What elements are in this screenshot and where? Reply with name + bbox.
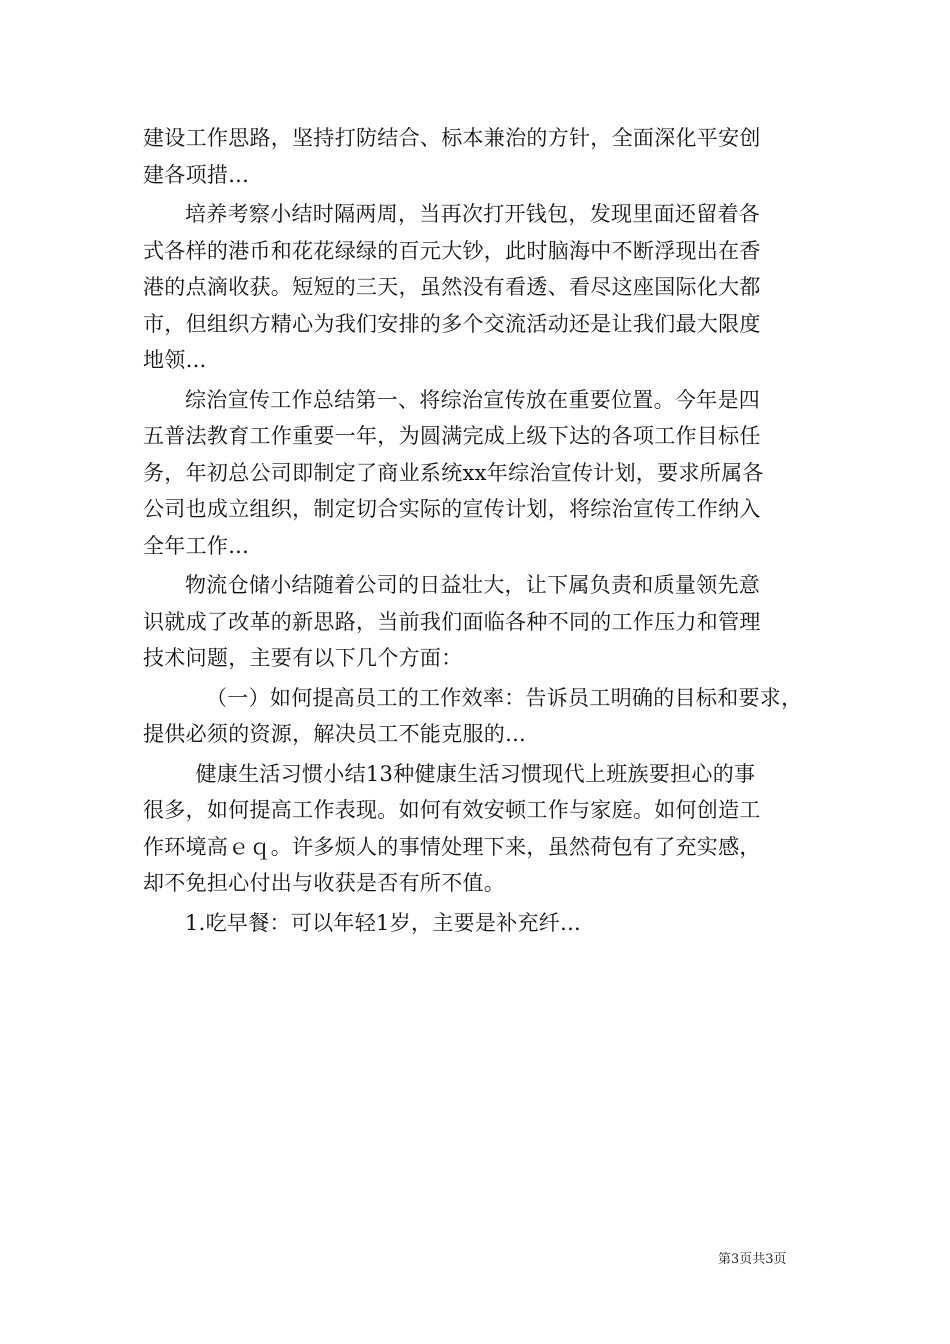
document-body xyxy=(143,120,815,941)
paragraph-2: 培养考察小结时隔两周，当再次打开钱包，发现里面还留着各 式各样的港币和花花绿绿的百元大钞，此时脑海中不断浮现出在香 港的点滴收获。短短的三天，虽然没有看透、看尽这座国际化大都 市，但组织方精心为我们安排的多个交流活动还是让我们最大限度 地领... xyxy=(143,202,761,372)
paragraph-7: 1.吃早餐：可以年轻1岁，主要是补充纤... xyxy=(185,910,582,935)
paragraph-3: 综治宣传工作总结第一、将综治宣传放在重要位置。今年是四 五普法教育工作重要一年，为圆满完成上级下达的各项工作目标任 务，年初总公司即制定了商业系统xx年综治宣传计划，要求所属各 公司也成立组织，制定切合实际的宣传计划，将综治宣传工作纳入 全年工作... xyxy=(143,387,764,558)
paragraph-4: 物流仓储小结随着公司的日益壮大，让下属负责和质量领先意 识就成了改革的新思路，当前我们面临各种不同的工作压力和管理 技术问题，主要有以下几个方面： xyxy=(143,573,761,670)
paragraph-6: 健康生活习惯小结13种健康生活习惯现代上班族要担心的事 很多，如何提高工作表现。如何有效安顿工作与家庭。如何创造工 作环境高ｅｑ。许多烦人的事情处理下来，虽然荷包有了充实感， 却不免担心付出与收获是否有所不值。 xyxy=(143,761,761,895)
page-number-footer: 第3页共3页 xyxy=(718,1252,787,1267)
paragraph-1: 建设工作思路，坚持打防结合、标本兼治的方针，全面深化平安创 建各项措... xyxy=(143,126,761,187)
paragraph-5: （一）如何提高员工的工作效率：告诉员工明确的目标和要求， 提供必须的资源，解决员工不能克服的... xyxy=(143,685,803,746)
